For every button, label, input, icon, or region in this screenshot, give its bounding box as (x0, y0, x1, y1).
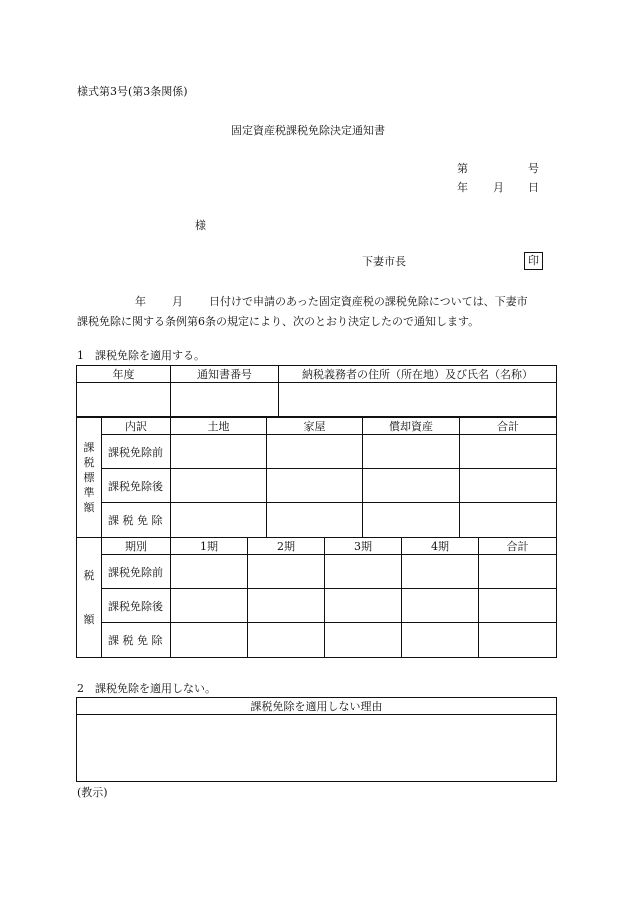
date-year: 年 (457, 181, 468, 194)
tax-col-total: 合計 (479, 538, 557, 555)
section2-heading: 2 課税免除を適用しない。 (77, 682, 216, 695)
input-cell[interactable] (402, 555, 479, 589)
input-cell[interactable] (171, 555, 248, 589)
year-cell[interactable] (77, 383, 171, 417)
date-day: 日 (528, 181, 539, 194)
input-cell[interactable] (460, 503, 557, 538)
document-title: 固定資産税課税免除決定通知書 (231, 124, 385, 137)
input-cell[interactable] (248, 623, 325, 658)
input-cell[interactable] (171, 503, 267, 538)
tax-group-label: 税額 (77, 538, 102, 658)
body-month: 月 (172, 295, 183, 308)
input-cell[interactable] (267, 469, 363, 503)
body-year: 年 (135, 295, 146, 308)
input-cell[interactable] (171, 589, 248, 623)
tax-col-2: 2期 (248, 538, 325, 555)
taxpayer-table (76, 365, 557, 417)
input-cell[interactable] (460, 435, 557, 469)
input-cell[interactable] (325, 589, 402, 623)
date-month: 月 (493, 181, 504, 194)
standard-col-breakdown: 内訳 (102, 418, 171, 435)
header-year: 年度 (77, 366, 171, 383)
standard-row-after: 課税免除後 (102, 469, 171, 503)
seal-mark: 印 (524, 252, 543, 270)
standard-col-depreciable: 償却資産 (363, 418, 460, 435)
input-cell[interactable] (171, 435, 267, 469)
input-cell[interactable] (460, 469, 557, 503)
reason-table (76, 697, 557, 782)
tax-col-3: 3期 (325, 538, 402, 555)
input-cell[interactable] (402, 623, 479, 658)
input-cell[interactable] (267, 435, 363, 469)
standard-row-before: 課税免除前 (102, 435, 171, 469)
input-cell[interactable] (267, 503, 363, 538)
reason-header: 課税免除を適用しない理由 (77, 698, 557, 715)
addressee-suffix: 様 (195, 219, 206, 232)
tax-row-exemption: 課 税 免 除 (102, 623, 171, 658)
body-line2: 課税免除に関する条例第6条の規定により、次のとおり決定したので通知します。 (77, 315, 480, 328)
taxpayer-cell[interactable] (279, 383, 557, 417)
input-cell[interactable] (479, 623, 557, 658)
section1-heading: 1 課税免除を適用する。 (77, 349, 205, 362)
body-line1: 日付けで申請のあった固定資産税の課税免除については、下妻市 (209, 295, 528, 308)
notice-no-cell[interactable] (171, 383, 279, 417)
issuer: 下妻市長 (362, 255, 406, 268)
input-cell[interactable] (171, 469, 267, 503)
tax-col-1: 1期 (171, 538, 248, 555)
input-cell[interactable] (325, 555, 402, 589)
header-taxpayer: 納税義務者の住所（所在地）及び氏名（名称） (279, 366, 557, 383)
input-cell[interactable] (325, 623, 402, 658)
standard-col-total: 合計 (460, 418, 557, 435)
header-notice-no: 通知書番号 (171, 366, 279, 383)
tax-col-4: 4期 (402, 538, 479, 555)
tax-col-period: 期別 (102, 538, 171, 555)
body-paragraph (77, 292, 559, 332)
input-cell[interactable] (248, 555, 325, 589)
doc-no-dai: 第 (457, 162, 468, 175)
input-cell[interactable] (248, 589, 325, 623)
input-cell[interactable] (363, 503, 460, 538)
input-cell[interactable] (363, 469, 460, 503)
input-cell[interactable] (402, 589, 479, 623)
form-number: 様式第3号(第3条関係) (77, 85, 188, 98)
standard-row-exemption: 課 税 免 除 (102, 503, 171, 538)
tax-amount-table (76, 537, 557, 658)
reason-cell[interactable] (77, 715, 557, 782)
standard-col-house: 家屋 (267, 418, 363, 435)
doc-no-go: 号 (528, 162, 539, 175)
standard-amount-table (76, 417, 557, 538)
tax-row-before: 課税免除前 (102, 555, 171, 589)
input-cell[interactable] (479, 589, 557, 623)
instruction-label: (教示) (77, 786, 108, 799)
input-cell[interactable] (171, 623, 248, 658)
standard-group-label: 課税標準額 (77, 418, 102, 538)
tax-row-after: 課税免除後 (102, 589, 171, 623)
standard-col-land: 土地 (171, 418, 267, 435)
input-cell[interactable] (479, 555, 557, 589)
input-cell[interactable] (363, 435, 460, 469)
